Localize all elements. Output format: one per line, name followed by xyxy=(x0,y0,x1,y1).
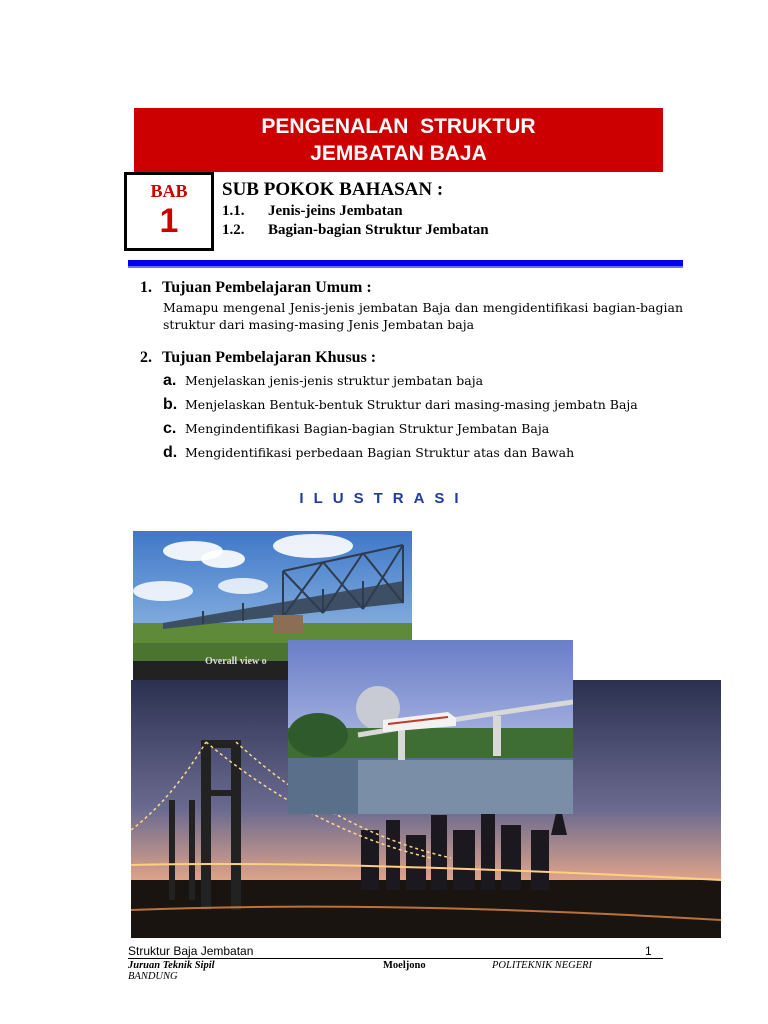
sub-topic-item xyxy=(222,222,489,239)
page-number: 1 xyxy=(645,944,652,958)
footer-author: Moeljono xyxy=(383,960,426,971)
objective-letter: b. xyxy=(163,396,178,413)
bab-number: 1 xyxy=(159,202,179,240)
section-title-text: Tujuan Pembelajaran Umum : xyxy=(162,279,372,296)
section-divider xyxy=(128,260,683,266)
section-number: 1. xyxy=(140,279,152,296)
chapter-title-line1: PENGENALAN STRUKTUR xyxy=(261,115,536,138)
objective-letter: d. xyxy=(163,444,178,461)
sub-topic-text: Bagian-bagian Struktur Jembatan xyxy=(268,222,489,238)
bab-label: BAB xyxy=(150,181,188,201)
objective-text: Mengindentifikasi Bagian-bagian Struktur Jembatan Baja xyxy=(185,421,550,436)
specific-objective-title xyxy=(140,349,376,367)
objective-text: Mengidentifikasi perbedaan Bagian Struktur atas dan Bawah xyxy=(185,445,575,460)
objective-letter: a. xyxy=(163,372,177,389)
footer-department: Juruan Teknik Sipil xyxy=(128,960,215,971)
footer-institution: POLITEKNIK NEGERI xyxy=(492,960,593,971)
objective-item xyxy=(163,372,483,390)
general-objective-text: Mamapu mengenal Jenis-jenis jembatan Baja dan mengidentifikasi bagian-bagian struktur dari masing-masing Jenis Jembatan baja xyxy=(163,300,683,332)
footer-city: BANDUNG xyxy=(128,971,178,982)
objective-text: Menjelaskan jenis-jenis struktur jembatan baja xyxy=(185,373,484,388)
illustration-heading: ILUSTRASI xyxy=(299,490,469,507)
footer-document-title: Struktur Baja Jembatan xyxy=(128,944,254,958)
sub-topic-number: 1.2. xyxy=(222,222,245,238)
section-number: 2. xyxy=(140,349,152,366)
sub-topic-heading: SUB POKOK BAHASAN : xyxy=(222,179,444,200)
sub-topic-number: 1.1. xyxy=(222,203,245,219)
sub-topic-text: Jenis-jeins Jembatan xyxy=(268,203,403,219)
objective-text: Menjelaskan Bentuk-bentuk Struktur dari masing-masing jembatn Baja xyxy=(185,397,638,412)
general-objective-title xyxy=(140,279,372,297)
sub-topic-item xyxy=(222,203,403,220)
section-title-text: Tujuan Pembelajaran Khusus : xyxy=(162,349,377,366)
chapter-title-banner xyxy=(134,108,663,172)
objective-letter: c. xyxy=(163,420,177,437)
objective-item xyxy=(163,420,549,438)
photo-caption: Overall view o xyxy=(205,656,267,667)
chapter-number-box xyxy=(124,172,214,251)
monorail-photo xyxy=(288,640,573,814)
objective-item xyxy=(163,444,574,462)
chapter-title-line2: JEMBATAN BAJA xyxy=(310,142,487,165)
objective-item xyxy=(163,396,638,414)
footer-divider xyxy=(128,958,663,959)
